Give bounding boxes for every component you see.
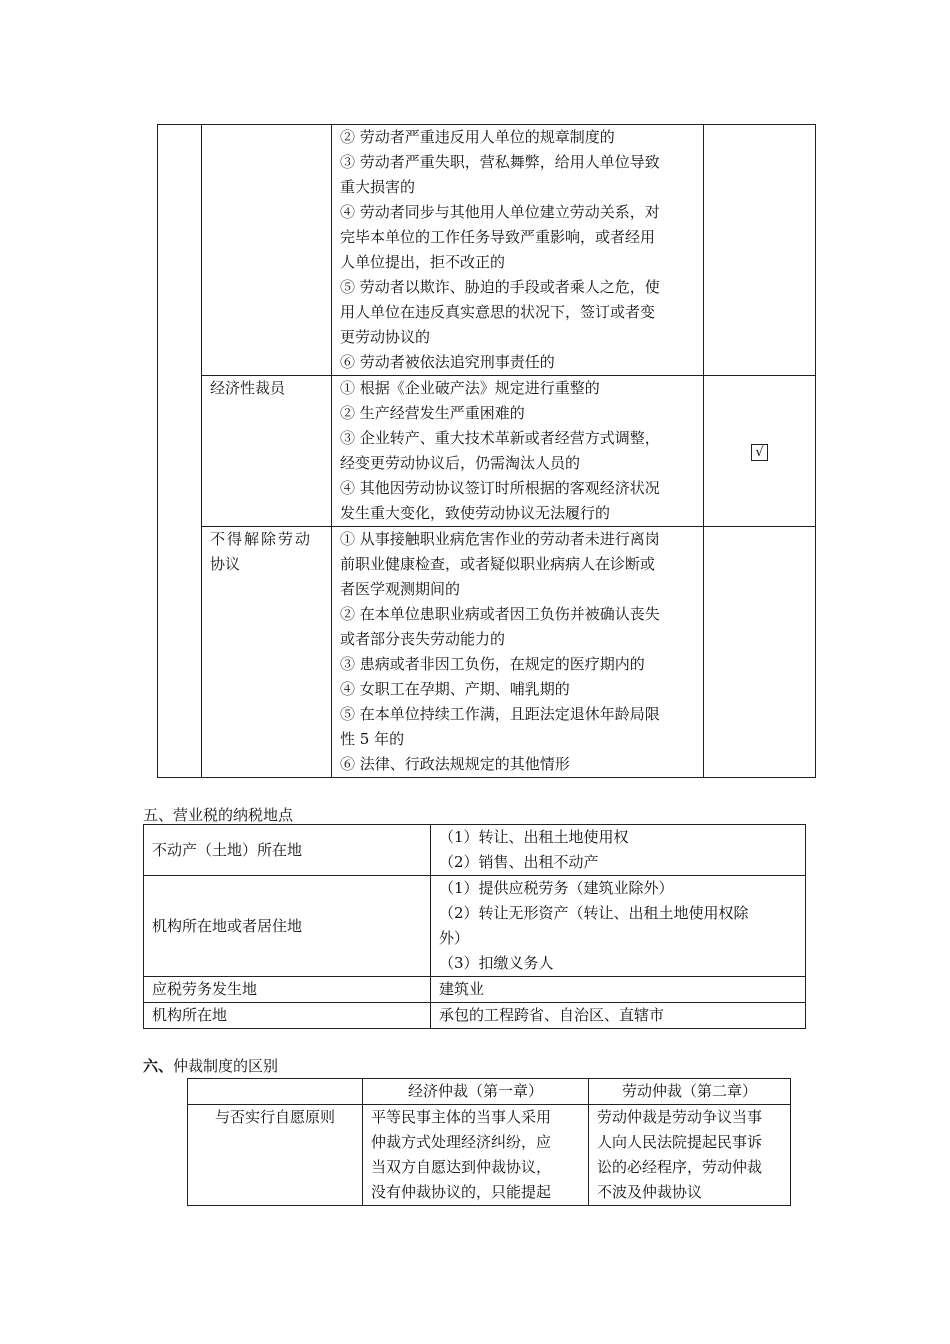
list-item: ③ 患病或者非因工负伤，在规定的医疗期内的	[340, 655, 645, 673]
list-item: 或者部分丧失劳动能力的	[340, 630, 506, 648]
list-item: ④ 劳动者同步与其他用人单位建立劳动关系，对	[340, 203, 660, 221]
cell-line: 仲裁方式处理经济纠纷，应	[371, 1133, 552, 1151]
list-item: 发生重大变化，致使劳动协议无法履行的	[340, 504, 611, 522]
list-item: （1）提供应税劳务（建筑业除外）	[439, 879, 674, 897]
section-heading: 五、营业税的纳税地点	[143, 806, 294, 824]
category-cell	[202, 376, 332, 527]
checkmark-icon: √	[751, 444, 768, 461]
place-cell	[144, 1003, 431, 1029]
table-row	[188, 1105, 791, 1206]
cell-line: 劳动仲裁是劳动争议当事	[597, 1108, 763, 1126]
termination-table	[157, 124, 816, 778]
conditions-cell	[332, 527, 704, 778]
place-cell	[144, 876, 431, 977]
table-header-row	[188, 1079, 791, 1105]
list-item: ③ 劳动者严重失职，营私舞弊，给用人单位导致	[340, 153, 660, 171]
place-label: 应税劳务发生地	[152, 980, 258, 998]
list-item: 性 5 年的	[340, 730, 405, 748]
list-item: ② 生产经营发生严重困难的	[340, 404, 525, 422]
table-row	[144, 876, 806, 977]
table-row	[144, 825, 806, 876]
mark-cell	[704, 376, 816, 527]
section-heading	[143, 1056, 278, 1076]
row-label: 与否实行自愿原则	[214, 1108, 335, 1126]
cell-line: 讼的必经程序，劳动仲裁	[597, 1158, 763, 1176]
list-item: 完毕本单位的工作任务导致严重影响，或者经用	[340, 228, 656, 246]
list-item: ⑤ 劳动者以欺诈、胁迫的手段或者乘人之危，使	[340, 278, 660, 296]
cell-line: 没有仲裁协议的，只能提起	[371, 1183, 552, 1201]
list-item: 人单位提出，拒不改正的	[340, 253, 506, 271]
place-label: 不动产（土地）所在地	[152, 840, 303, 859]
row-label-cell	[188, 1105, 363, 1206]
place-label: 机构所在地	[152, 1006, 228, 1024]
arbitration-table	[187, 1078, 791, 1206]
header-cell: 劳动仲裁（第二章）	[589, 1079, 791, 1105]
economic-cell	[363, 1105, 589, 1206]
list-item: ① 根据《企业破产法》规定进行重整的	[340, 379, 600, 397]
list-item: ② 在本单位患职业病或者因工负伤并被确认丧失	[340, 605, 660, 623]
items-cell	[431, 825, 806, 876]
header-cell: 经济仲裁（第一章）	[363, 1079, 589, 1105]
place-cell	[144, 977, 431, 1003]
list-item: （2）转让无形资产（转让、出租土地使用权除	[439, 904, 749, 922]
header-cell	[188, 1079, 363, 1105]
table-row	[144, 977, 806, 1003]
conditions-cell	[332, 376, 704, 527]
mark-cell	[704, 527, 816, 778]
items-cell	[431, 1003, 806, 1029]
items-cell	[431, 876, 806, 977]
category-label: 不得解除劳动	[210, 530, 313, 548]
list-item: 者医学观测期间的	[340, 580, 461, 598]
list-item: ④ 女职工在孕期、产期、哺乳期的	[340, 680, 570, 698]
list-item: ⑤ 在本单位持续工作满，且距法定退休年龄局限	[340, 705, 660, 723]
list-item: 前职业健康检查，或者疑似职业病病人在诊断或	[340, 555, 656, 573]
list-item: 重大损害的	[340, 178, 416, 196]
list-item: ⑥ 法律、行政法规规定的其他情形	[340, 755, 570, 773]
table-row	[158, 376, 816, 527]
list-item: 建筑业	[439, 980, 485, 998]
list-item: （2）销售、出租不动产	[439, 853, 599, 871]
category-label: 协议	[210, 555, 241, 573]
list-item: （3）扣缴义务人	[439, 954, 554, 972]
list-item: ⑥ 劳动者被依法追究刑事责任的	[340, 353, 555, 371]
table-row	[158, 527, 816, 778]
list-item: 经变更劳动协议后，仍需淘汰人员的	[340, 454, 581, 472]
category-label: 经济性裁员	[210, 379, 286, 397]
section-title: 仲裁制度的区别	[173, 1057, 279, 1075]
labor-cell	[589, 1105, 791, 1206]
list-item: 用人单位在违反真实意思的状况下，签订或者变	[340, 303, 656, 321]
place-label: 机构所在地或者居住地	[152, 916, 303, 935]
conditions-cell	[332, 125, 704, 376]
outer-category-cell	[158, 125, 202, 778]
tax-location-table	[143, 824, 806, 1029]
section-number: 六、	[143, 1057, 174, 1075]
table-row	[158, 125, 816, 376]
list-item: 更劳动协议的	[340, 328, 431, 346]
mark-cell	[704, 125, 816, 376]
list-item: ③ 企业转产、重大技术革新或者经营方式调整，	[340, 429, 660, 447]
category-cell	[202, 527, 332, 778]
list-item: 承包的工程跨省、自治区、直辖市	[439, 1006, 665, 1024]
list-item: ④ 其他因劳动协议签订时所根据的客观经济状况	[340, 479, 660, 497]
list-item: 外）	[439, 929, 470, 947]
list-item: ② 劳动者严重违反用人单位的规章制度的	[340, 128, 615, 146]
category-cell	[202, 125, 332, 376]
cell-line: 人向人民法院提起民事诉	[597, 1133, 763, 1151]
list-item: ① 从事接触职业病危害作业的劳动者未进行离岗	[340, 530, 660, 548]
place-cell	[144, 825, 431, 876]
cell-line: 平等民事主体的当事人采用	[371, 1108, 552, 1126]
cell-line: 不波及仲裁协议	[597, 1183, 703, 1201]
list-item: （1）转让、出租土地使用权	[439, 828, 629, 846]
items-cell	[431, 977, 806, 1003]
cell-line: 当双方自愿达到仲裁协议，	[371, 1158, 552, 1176]
table-row	[144, 1003, 806, 1029]
